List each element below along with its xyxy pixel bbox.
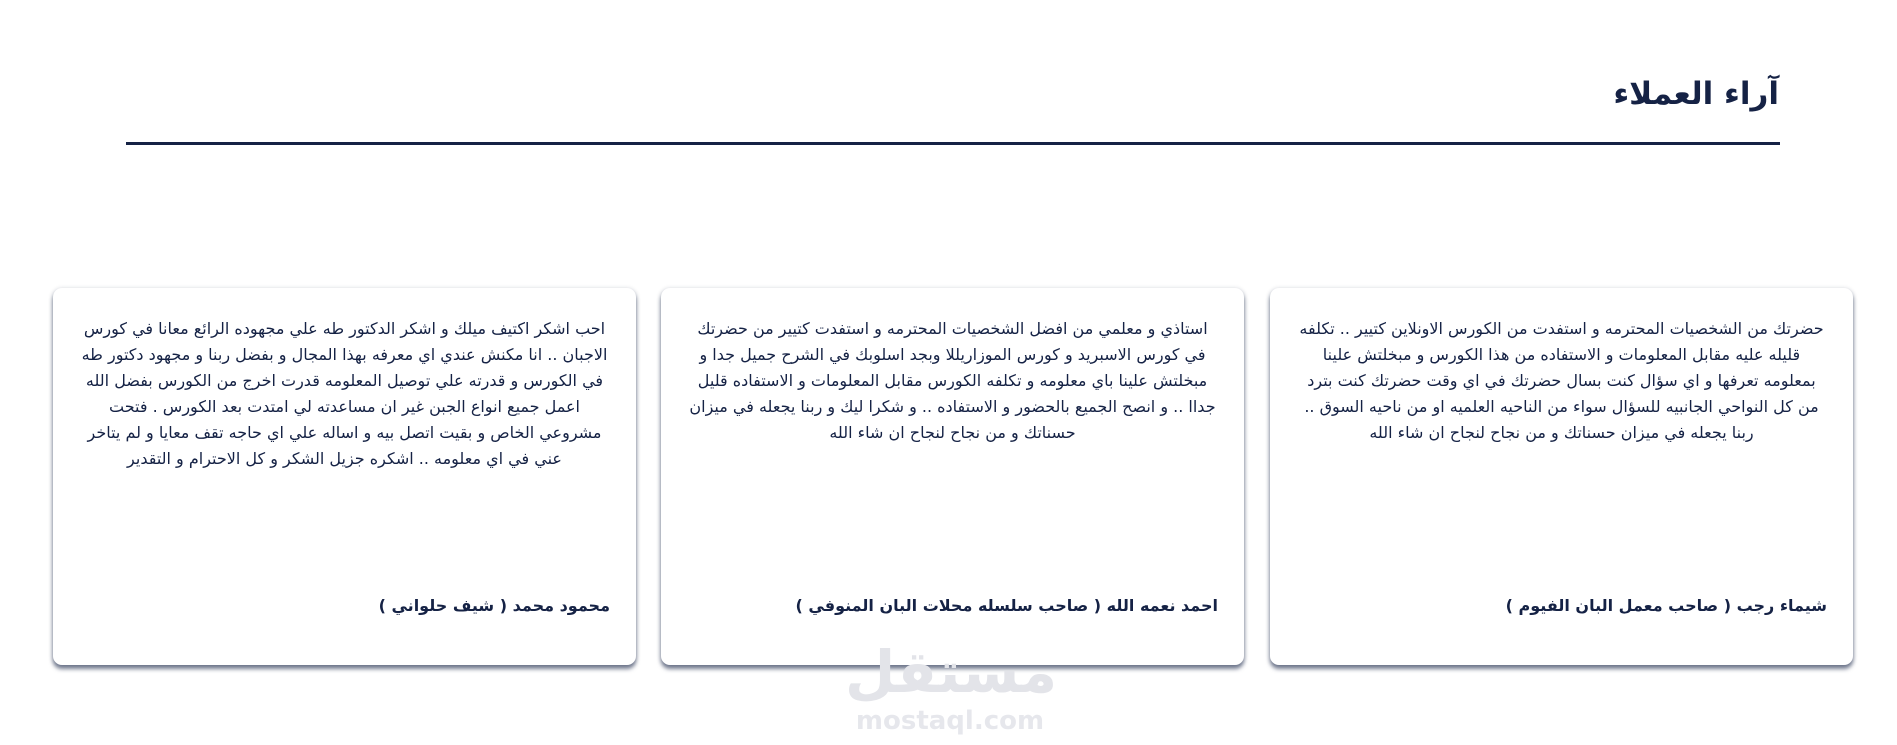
testimonial-card [1270, 288, 1853, 665]
watermark-logo: مستقل [845, 638, 1058, 706]
testimonial-card [53, 288, 636, 665]
testimonial-quote: استاذي و معلمي من افضل الشخصيات المحترمه و استفدت كتيير من حضرتك في كورس الاسبريد و كورس الموزاريللا وبجد اسلوبك في الشرح جميل جدا و مبخلتش علينا باي معلومه و تكلفه الكورس مقابل المعلومات و الاستفاده قليل جداا .. و انصح الجميع بالحضور و الاستفاده .. و شكرا ليك و ربنا يجعله في ميزان حسناتك و من نجاح لنجاح ان شاء الله [689, 319, 1216, 442]
testimonials-list [53, 288, 1853, 665]
testimonial-quote: احب اشكر اكتيف ميلك و اشكر الدكتور طه علي مجهوده الرائع معانا في كورس الاجبان .. انا مكنش عندي اي معرفه بهذا المجال و بفضل ربنا و مجهود دكتور طه في الكورس و قدرته علي توصيل المعلومه قدرت اخرج من الكورس بفضل الله اعمل جميع انواع الجبن غير ان مساعدته لي امتدت بعد الكورس . فتحت مشروعي الخاص و بقيت اتصل بيه و اساله علي اي حاجه تقف معايا و لم يتاخر عني في اي معلومه .. اشكره جزيل الشكر و كل الاحترام و التقدير [81, 319, 608, 468]
testimonial-card [661, 288, 1244, 665]
section-title: آراء العملاء [1613, 76, 1779, 112]
testimonial-author: احمد نعمه الله ( صاحب سلسله محلات البان المنوفي ) [795, 596, 1218, 615]
testimonial-author: شيماء رجب ( صاحب معمل البان الفيوم ) [1505, 596, 1827, 615]
testimonial-author: محمود محمد ( شيف حلواني ) [378, 596, 610, 615]
title-divider [126, 142, 1780, 145]
testimonial-quote: حضرتك من الشخصيات المحترمه و استفدت من الكورس الاونلاين كتيير .. تكلفه قليله عليه مقابل المعلومات و الاستفاده من هذا الكورس و مبخلتش علينا بمعلومه تعرفها و اي سؤال كنت بسال حضرتك في اي وقت حضرتك كنت بترد من كل النواحي الجانبيه للسؤال سواء من الناحيه العلميه او من ناحيه السوق .. ربنا يجعله في ميزان حسناتك و من نجاح لنجاح ان شاء الله [1299, 319, 1824, 442]
watermark-domain: mostaql.com [855, 706, 1045, 736]
watermark [845, 636, 1058, 736]
